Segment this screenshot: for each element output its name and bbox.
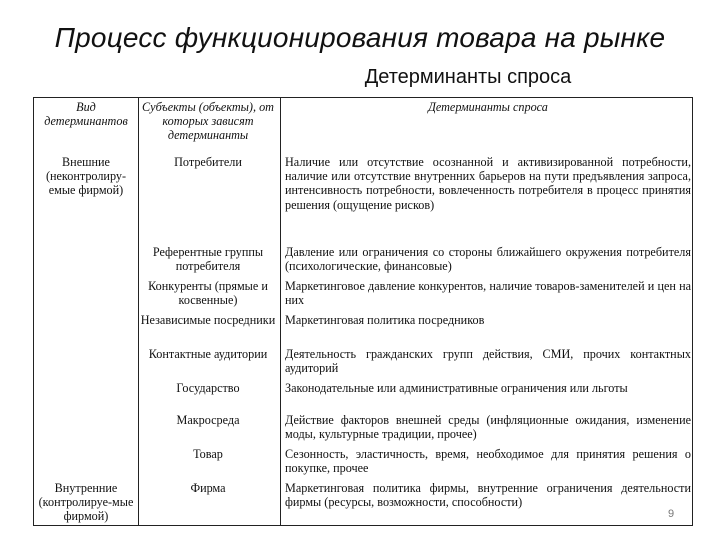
slide-title: Процесс функционирования товара на рынке [54,22,666,53]
determinant-competitors: Маркетинговое давление конкурентов, наличие товаров-заменителей и цен на них [285,279,691,308]
subject-independent-intermediaries: Независимые посредники [140,313,276,327]
determinant-reference-groups: Давление или ограничения со стороны ближайшего окружения потребителя (психологические, финансовые) [285,245,691,274]
header-determinant-type: Вид детерминантов [44,100,128,129]
determinant-macroenvironment: Действие факторов внешней среды (инфляционные ожидания, изменение моды, культурные традиции, прочее) [285,413,691,442]
subject-competitors: Конкуренты (прямые и косвенные) [148,279,268,308]
determinant-contact-audiences: Деятельность гражданских групп действия, СМИ, прочих контактных аудиторий [285,347,691,376]
determinant-independent-intermediaries: Маркетинговая политика посредников [285,313,485,327]
determinant-firm: Маркетинговая политика фирмы, внутренние ограничения деятельности фирмы (ресурсы, возможности, способности) [285,481,691,510]
determinant-consumers: Наличие или отсутствие осознанной и активизированной потребности, наличие или отсутствие внутренних барьеров на пути предъявления запроса, интенсивность потребности, вовлеченность потребителя в процесс принятия решения (ощущение рисков) [285,155,691,212]
subject-macroenvironment: Макросреда [176,413,240,427]
determinants-table [33,97,693,526]
determinant-state: Законодательные или административные ограничения или льготы [285,381,628,395]
subject-reference-groups: Референтные группы потребителя [152,245,264,274]
subject-state: Государство [176,381,240,395]
determinant-product: Сезонность, эластичность, время, необходимое для принятия решения о покупке, прочее [285,447,691,476]
subject-consumers: Потребители [174,155,242,169]
subject-contact-audiences: Контактные аудитории [148,347,268,361]
header-subjects: Субъекты (объекты), от которых зависят детерминанты [142,100,274,143]
group-external: Внешние (неконтролиру-емые фирмой) [45,155,127,198]
page-number: 9 [668,508,675,520]
column-divider-2 [280,98,281,525]
slide-subtitle: Детерминанты спроса [364,66,572,88]
group-internal: Внутренние (контролируе-мые фирмой) [38,481,134,524]
subject-firm: Фирма [190,481,226,495]
header-demand-determinants: Детерминанты спроса [428,100,548,114]
subject-product: Товар [193,447,223,461]
